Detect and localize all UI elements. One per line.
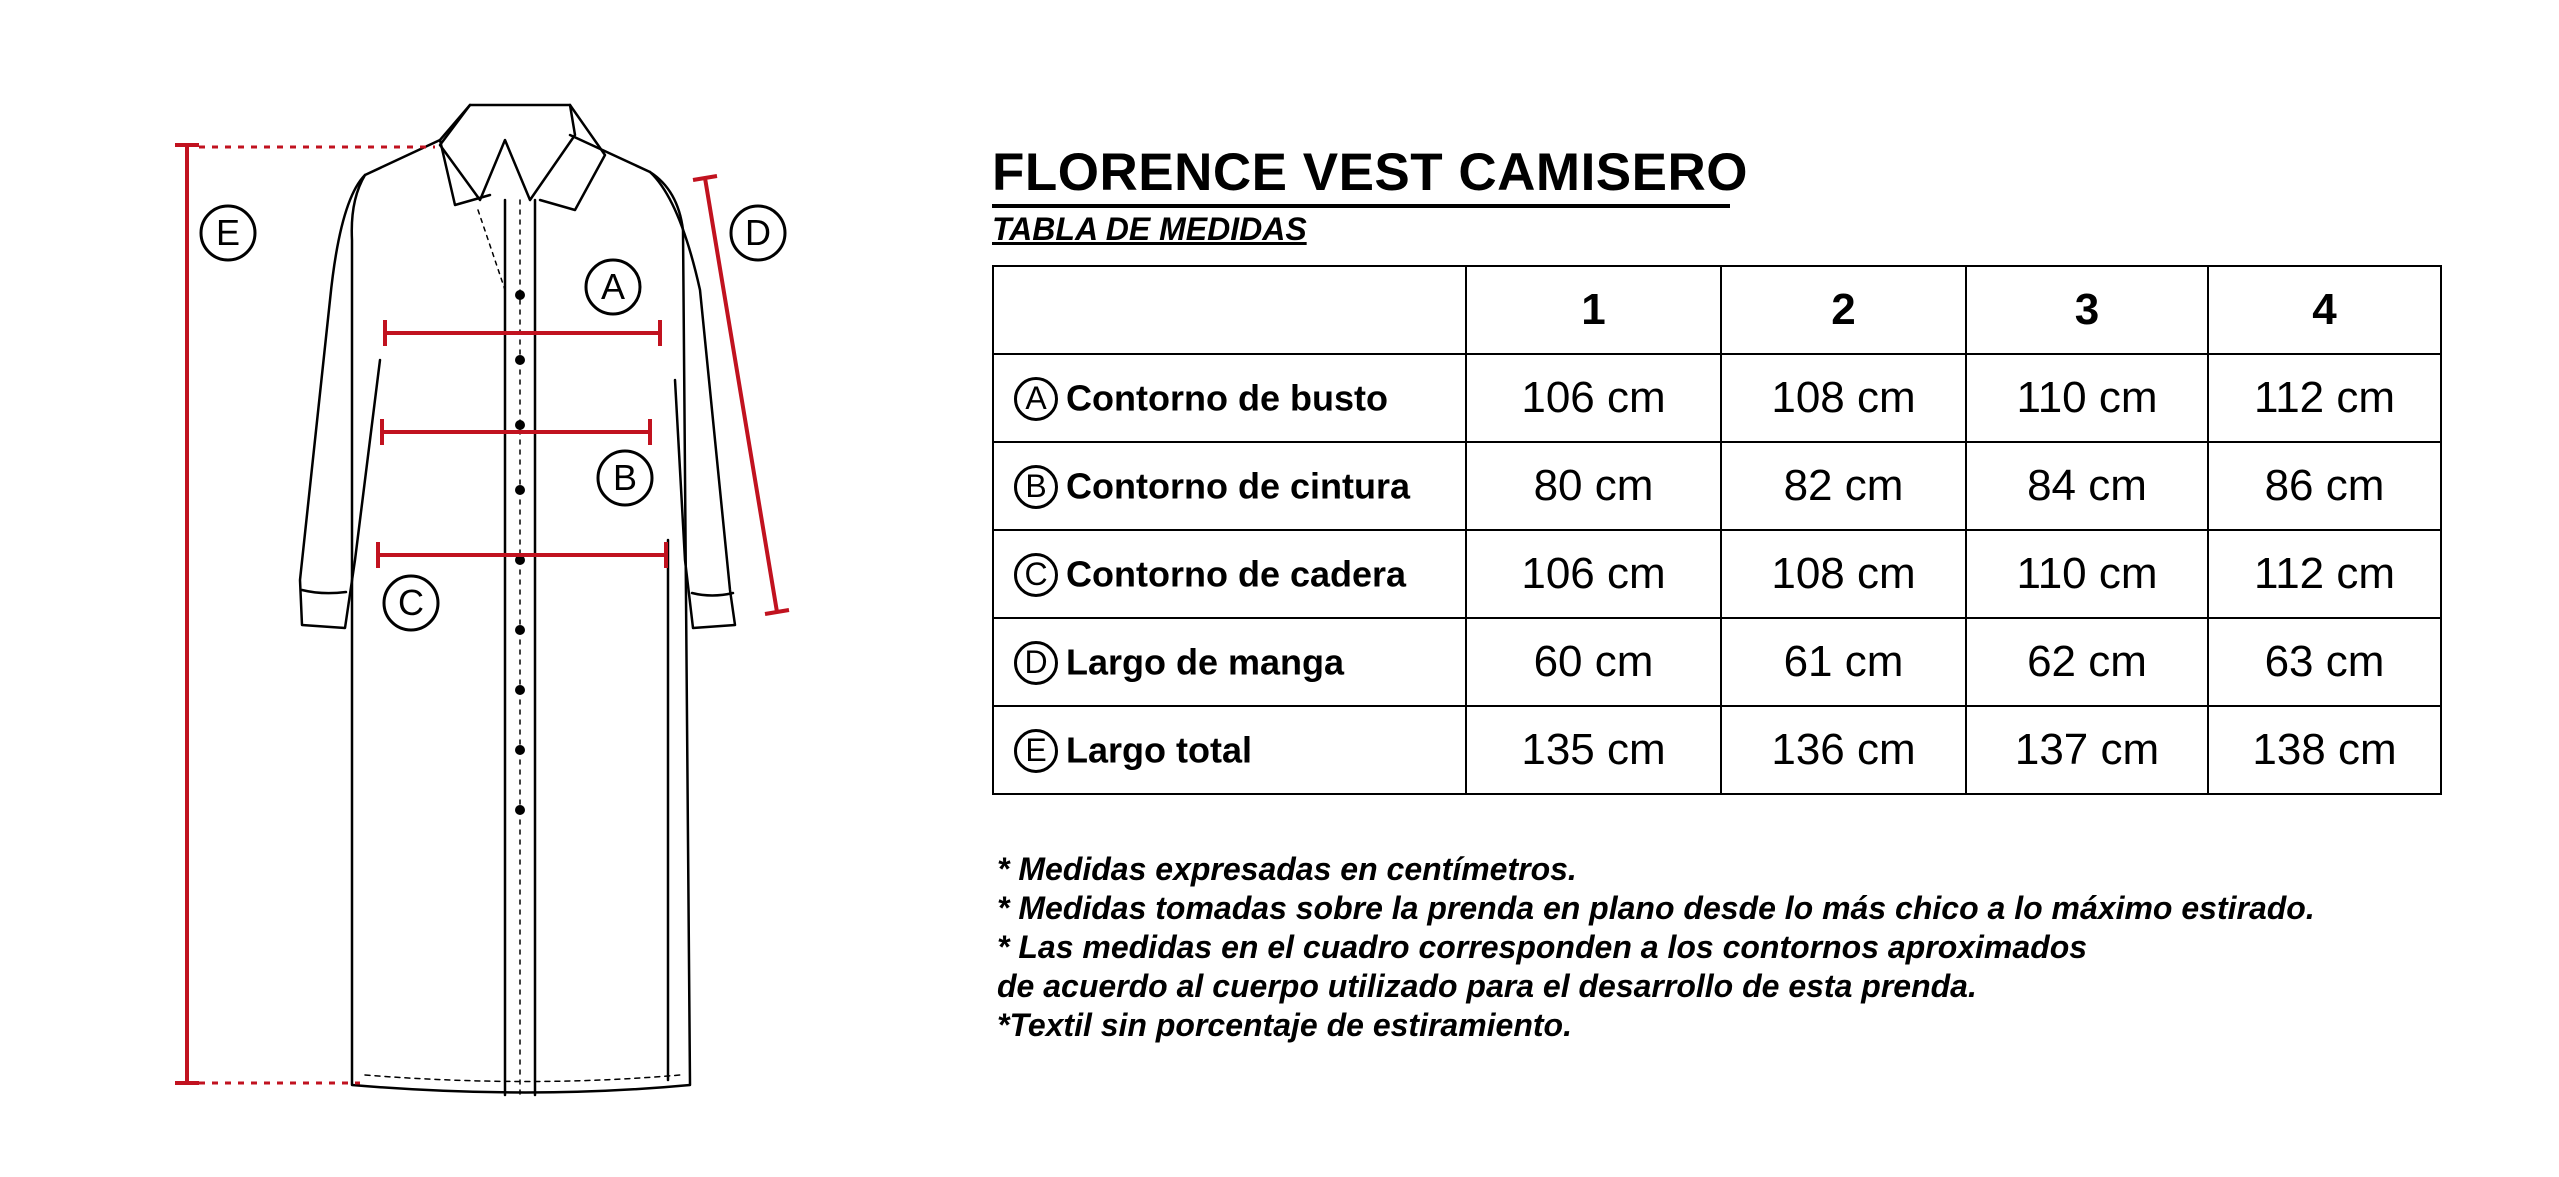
header-empty bbox=[993, 266, 1466, 354]
label-B-icon bbox=[598, 451, 652, 505]
left-sleeve bbox=[300, 175, 380, 628]
table-row bbox=[993, 618, 2441, 706]
table-cell: 112 cm bbox=[2208, 354, 2441, 442]
table-cell: 108 cm bbox=[1721, 530, 1966, 618]
table-cell: 106 cm bbox=[1466, 530, 1721, 618]
label-E-icon bbox=[201, 206, 255, 260]
table-cell: 110 cm bbox=[1966, 530, 2208, 618]
svg-text:C: C bbox=[398, 582, 424, 623]
table-cell: 138 cm bbox=[2208, 706, 2441, 794]
table-cell: 86 cm bbox=[2208, 442, 2441, 530]
table-cell: 60 cm bbox=[1466, 618, 1721, 706]
table-cell: 135 cm bbox=[1466, 706, 1721, 794]
notes bbox=[997, 850, 2315, 1045]
table-cell: 80 cm bbox=[1466, 442, 1721, 530]
page-subtitle: TABLA DE MEDIDAS bbox=[992, 211, 1307, 247]
note-line: * Las medidas en el cuadro corresponden a los contornos aproximados bbox=[997, 929, 2088, 965]
table-row bbox=[993, 530, 2441, 618]
row-label: E Largo total bbox=[993, 706, 1466, 794]
note-line: *Textil sin porcentaje de estiramiento. bbox=[997, 1007, 1572, 1043]
letter-a-icon: A bbox=[1014, 377, 1058, 421]
svg-text:E: E bbox=[215, 212, 241, 253]
row-label: C Contorno de cadera bbox=[993, 530, 1466, 618]
label-A-icon bbox=[586, 260, 640, 314]
table-cell: 108 cm bbox=[1721, 354, 1966, 442]
table-header-row bbox=[993, 266, 2441, 354]
table-cell: 136 cm bbox=[1721, 706, 1966, 794]
page-title: FLORENCE VEST CAMISERO bbox=[992, 143, 1749, 202]
table-cell: 106 cm bbox=[1466, 354, 1721, 442]
header-size-2: 2 bbox=[1721, 266, 1966, 354]
row-label: B Contorno de cintura bbox=[993, 442, 1466, 530]
row-label: A Contorno de busto bbox=[993, 354, 1466, 442]
label-D-icon bbox=[731, 206, 785, 260]
svg-text:D: D bbox=[745, 212, 771, 253]
collar bbox=[440, 105, 575, 200]
header-size-3: 3 bbox=[1966, 266, 2208, 354]
letter-c-icon: C bbox=[1014, 553, 1058, 597]
table-row bbox=[993, 354, 2441, 442]
svg-text:A: A bbox=[600, 266, 626, 307]
label-C-icon bbox=[384, 576, 438, 630]
table-row bbox=[993, 442, 2441, 530]
row-label: D Largo de manga bbox=[993, 618, 1466, 706]
note-line: de acuerdo al cuerpo utilizado para el desarrollo de esta prenda. bbox=[997, 968, 1977, 1004]
header-size-1: 1 bbox=[1466, 266, 1721, 354]
table-row bbox=[993, 706, 2441, 794]
table-cell: 112 cm bbox=[2208, 530, 2441, 618]
table-cell: 84 cm bbox=[1966, 442, 2208, 530]
letter-e-icon: E bbox=[1014, 729, 1058, 773]
table-cell: 62 cm bbox=[1966, 618, 2208, 706]
letter-d-icon: D bbox=[1014, 641, 1058, 685]
size-table bbox=[992, 265, 2442, 795]
garment-diagram bbox=[0, 0, 1000, 1177]
length-line bbox=[175, 145, 199, 1083]
letter-b-icon: B bbox=[1014, 465, 1058, 509]
table-cell: 110 cm bbox=[1966, 354, 2208, 442]
header-size-4: 4 bbox=[2208, 266, 2441, 354]
table-cell: 61 cm bbox=[1721, 618, 1966, 706]
table-cell: 82 cm bbox=[1721, 442, 1966, 530]
note-line: * Medidas expresadas en centímetros. bbox=[997, 851, 1577, 887]
title-underline bbox=[992, 204, 1730, 208]
right-sleeve bbox=[650, 172, 735, 628]
svg-text:B: B bbox=[612, 457, 638, 498]
table-cell: 137 cm bbox=[1966, 706, 2208, 794]
bust-line bbox=[385, 320, 660, 346]
table-cell: 63 cm bbox=[2208, 618, 2441, 706]
note-line: * Medidas tomadas sobre la prenda en plano desde lo más chico a lo máximo estirado. bbox=[997, 890, 2315, 926]
